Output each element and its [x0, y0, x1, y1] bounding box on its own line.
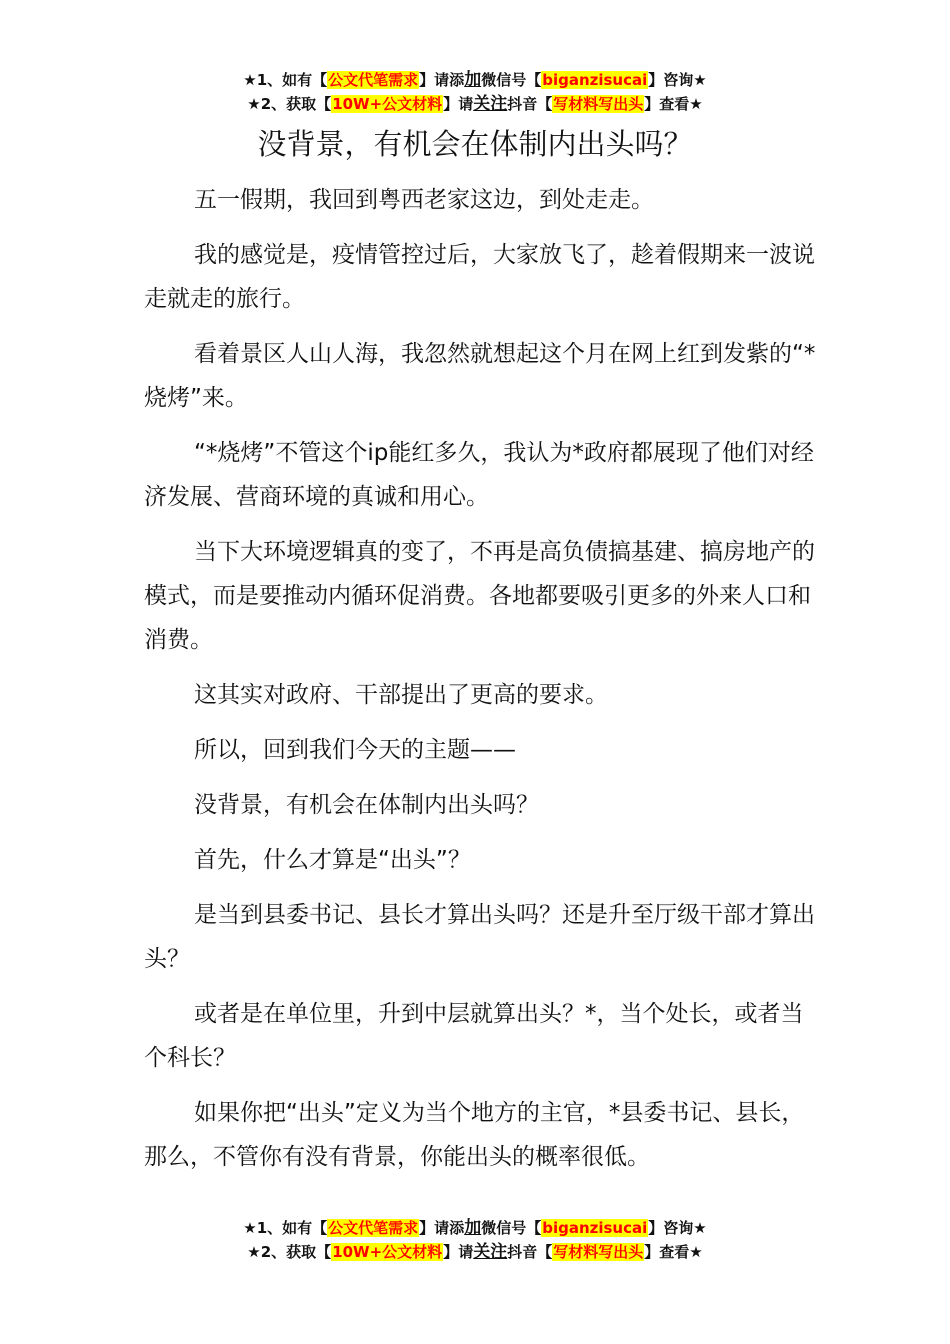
banner-highlight: 10W+公文材料: [332, 95, 443, 113]
banner-text: 】咨询★: [648, 71, 707, 89]
banner-text: 抖音【: [507, 1243, 553, 1261]
banner-text: 】咨询★: [648, 1219, 707, 1237]
banner-text: ★2、获取【: [247, 1243, 332, 1261]
banner-line-2: [0, 92, 950, 116]
paragraph: “*烧烤”不管这个ip能红多久，我认为*政府都展现了他们对经济发展、营商环境的真诚和用心。: [144, 440, 814, 510]
banner-line-2: [0, 1240, 950, 1264]
banner-text: 】请: [443, 95, 474, 113]
top-banner: [0, 68, 950, 116]
paragraph: 看着景区人山人海，我忽然就想起这个月在网上红到发紫的“*烧烤”来。: [144, 341, 816, 411]
paragraph: 或者是在单位里，升到中层就算出头？*，当个处长，或者当个科长？: [144, 1001, 804, 1071]
banner-emphasis: 关注: [473, 1242, 508, 1262]
paragraph: 这其实对政府、干部提出了更高的要求。: [194, 682, 608, 708]
paragraph: 我的感觉是，疫情管控过后，大家放飞了，趁着假期来一波说走就走的旅行。: [144, 242, 815, 312]
banner-text: 】请添: [419, 71, 465, 89]
banner-text: 微信号【: [481, 71, 542, 89]
wechat-id-highlight: biganzisucai: [542, 71, 648, 89]
paragraph: 五一假期，我回到粤西老家这边，到处走走。: [194, 187, 654, 213]
banner-text: 】查看★: [644, 1243, 703, 1261]
banner-text: ★1、如有【: [243, 1219, 328, 1237]
page-title: 没背景，有机会在体制内出头吗？: [257, 127, 693, 161]
bottom-banner: [0, 1216, 950, 1264]
paragraph: 当下大环境逻辑真的变了，不再是高负债搞基建、搞房地产的模式，而是要推动内循环促消费。各地都要吸引更多的外来人口和消费。: [144, 539, 815, 653]
douyin-id-highlight: 写材料写出头: [553, 95, 644, 113]
banner-emphasis: 加: [464, 70, 482, 90]
wechat-id-highlight: biganzisucai: [542, 1219, 648, 1237]
banner-text: 】请添: [419, 1219, 465, 1237]
banner-emphasis: 关注: [473, 94, 508, 114]
banner-text: 微信号【: [481, 1219, 542, 1237]
star-icon: ★1、如有【: [243, 71, 328, 89]
banner-emphasis: 加: [464, 1218, 482, 1238]
banner-line-1: [0, 68, 950, 92]
article-body: [144, 178, 816, 1190]
banner-highlight: 10W+公文材料: [332, 1243, 443, 1261]
paragraph: 是当到县委书记、县长才算出头吗？还是升至厅级干部才算出头？: [144, 902, 815, 972]
banner-highlight: 公文代笔需求: [328, 1219, 419, 1237]
banner-line-1: [0, 1216, 950, 1240]
paragraph: 首先，什么才算是“出头”？: [194, 847, 471, 873]
banner-highlight: 公文代笔需求: [328, 71, 419, 89]
paragraph: 如果你把“出头”定义为当个地方的主官，*县委书记、县长，那么，不管你有没有背景，你能出头的概率很低。: [144, 1100, 805, 1170]
paragraph: 没背景，有机会在体制内出头吗？: [194, 792, 539, 818]
paragraph: 所以，回到我们今天的主题——: [194, 737, 516, 763]
banner-text: ★2、获取【: [247, 95, 332, 113]
douyin-id-highlight: 写材料写出头: [553, 1243, 644, 1261]
banner-text: 】请: [443, 1243, 474, 1261]
banner-text: 】查看★: [644, 95, 703, 113]
banner-text: 抖音【: [507, 95, 553, 113]
